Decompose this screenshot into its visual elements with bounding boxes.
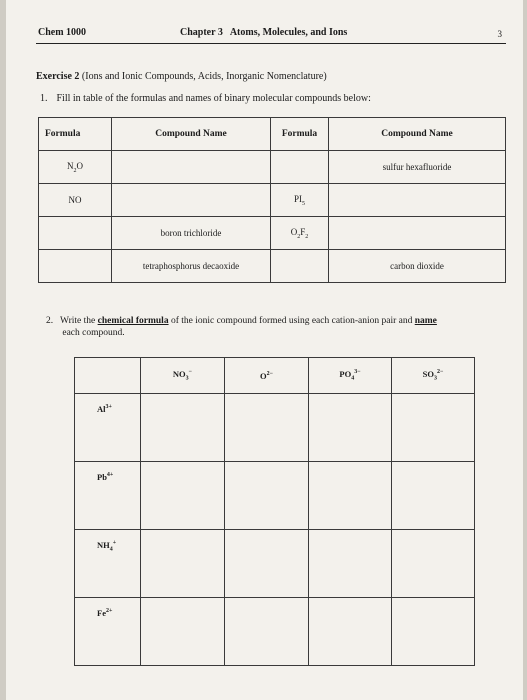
page-number: 3 <box>497 29 502 39</box>
exercise-subtitle: (Ions and Ionic Compounds, Acids, Inorganic Nomenclature) <box>81 71 327 82</box>
anion-header-row <box>75 358 475 394</box>
name-cell[interactable]: tetraphosphorus decaoxide <box>112 250 271 283</box>
answer-cell[interactable] <box>309 462 392 530</box>
answer-cell[interactable] <box>309 598 392 666</box>
answer-cell[interactable] <box>141 530 225 598</box>
binary-compounds-table <box>38 117 506 283</box>
answer-cell[interactable] <box>225 462 309 530</box>
header-formula-2: Formula <box>271 118 329 151</box>
header-compound-name-1: Compound Name <box>112 118 271 151</box>
anion-phosphate: $PO_4^{3-}$ <box>309 358 392 394</box>
question-2-number: 2. <box>46 316 54 326</box>
formula-cell[interactable]: $PI_5$ <box>271 184 329 217</box>
table-row <box>75 530 475 598</box>
anion-sulfite: $SO_3^{2-}$ <box>392 358 475 394</box>
formula-cell[interactable]: $O_2F_2$ <box>271 217 329 250</box>
name-cell[interactable]: sulfur hexafluoride <box>329 151 506 184</box>
name-cell[interactable] <box>329 184 506 217</box>
table-row <box>39 151 506 184</box>
answer-cell[interactable] <box>309 530 392 598</box>
anion-nitrate: $NO_3^-$ <box>141 358 225 394</box>
header-compound-name-2: Compound Name <box>329 118 506 151</box>
question-2 <box>46 315 506 339</box>
table-row <box>75 394 475 462</box>
table-header-row <box>39 118 506 151</box>
question-1-number: 1. <box>40 93 48 104</box>
question-1-text: Fill in table of the formulas and names of binary molecular compounds below: <box>56 93 371 104</box>
answer-cell[interactable] <box>141 394 225 462</box>
cation-aluminum: $Al^{3+}$ <box>75 394 141 462</box>
name-cell[interactable] <box>329 217 506 250</box>
table-row <box>39 184 506 217</box>
formula-cell[interactable] <box>271 250 329 283</box>
answer-cell[interactable] <box>392 462 475 530</box>
corner-cell <box>75 358 141 394</box>
answer-cell[interactable] <box>392 598 475 666</box>
cation-iron: $Fe^{2+}$ <box>75 598 141 666</box>
chapter-title: Chapter 3 Atoms, Molecules, and Ions <box>180 27 348 38</box>
name-cell[interactable]: boron trichloride <box>112 217 271 250</box>
formula-cell[interactable]: NO <box>39 184 112 217</box>
answer-cell[interactable] <box>141 462 225 530</box>
table-row <box>75 598 475 666</box>
answer-cell[interactable] <box>225 530 309 598</box>
formula-cell[interactable] <box>39 250 112 283</box>
question-2-text: of the ionic compound formed using each cation-anion pair and <box>168 316 415 326</box>
name-cell[interactable] <box>112 184 271 217</box>
answer-cell[interactable] <box>309 394 392 462</box>
table-row <box>39 250 506 283</box>
page-header <box>36 27 506 44</box>
formula-cell[interactable] <box>39 217 112 250</box>
answer-cell[interactable] <box>225 598 309 666</box>
answer-cell[interactable] <box>392 530 475 598</box>
question-2-text: Write the <box>60 316 98 326</box>
question-1 <box>40 93 371 104</box>
emphasis-chemical-formula: chemical formula <box>97 316 169 326</box>
formula-cell[interactable] <box>271 151 329 184</box>
name-cell[interactable]: carbon dioxide <box>329 250 506 283</box>
emphasis-name: name <box>414 316 437 326</box>
header-formula-1: Formula <box>39 118 112 151</box>
table-row <box>75 462 475 530</box>
question-2-text: each compound. <box>60 328 125 338</box>
exercise-label: Exercise 2 <box>36 71 80 82</box>
anion-oxide: $O^{2-}$ <box>225 358 309 394</box>
cation-ammonium: $NH_4^+$ <box>75 530 141 598</box>
answer-cell[interactable] <box>225 394 309 462</box>
ionic-compounds-grid <box>74 357 475 666</box>
exercise-title <box>36 71 327 82</box>
table-row <box>39 217 506 250</box>
formula-cell[interactable]: $N_2O$ <box>39 151 112 184</box>
worksheet-page <box>6 0 523 700</box>
cation-lead: $Pb^{4+}$ <box>75 462 141 530</box>
name-cell[interactable] <box>112 151 271 184</box>
course-title: Chem 1000 <box>38 27 87 38</box>
answer-cell[interactable] <box>392 394 475 462</box>
answer-cell[interactable] <box>141 598 225 666</box>
